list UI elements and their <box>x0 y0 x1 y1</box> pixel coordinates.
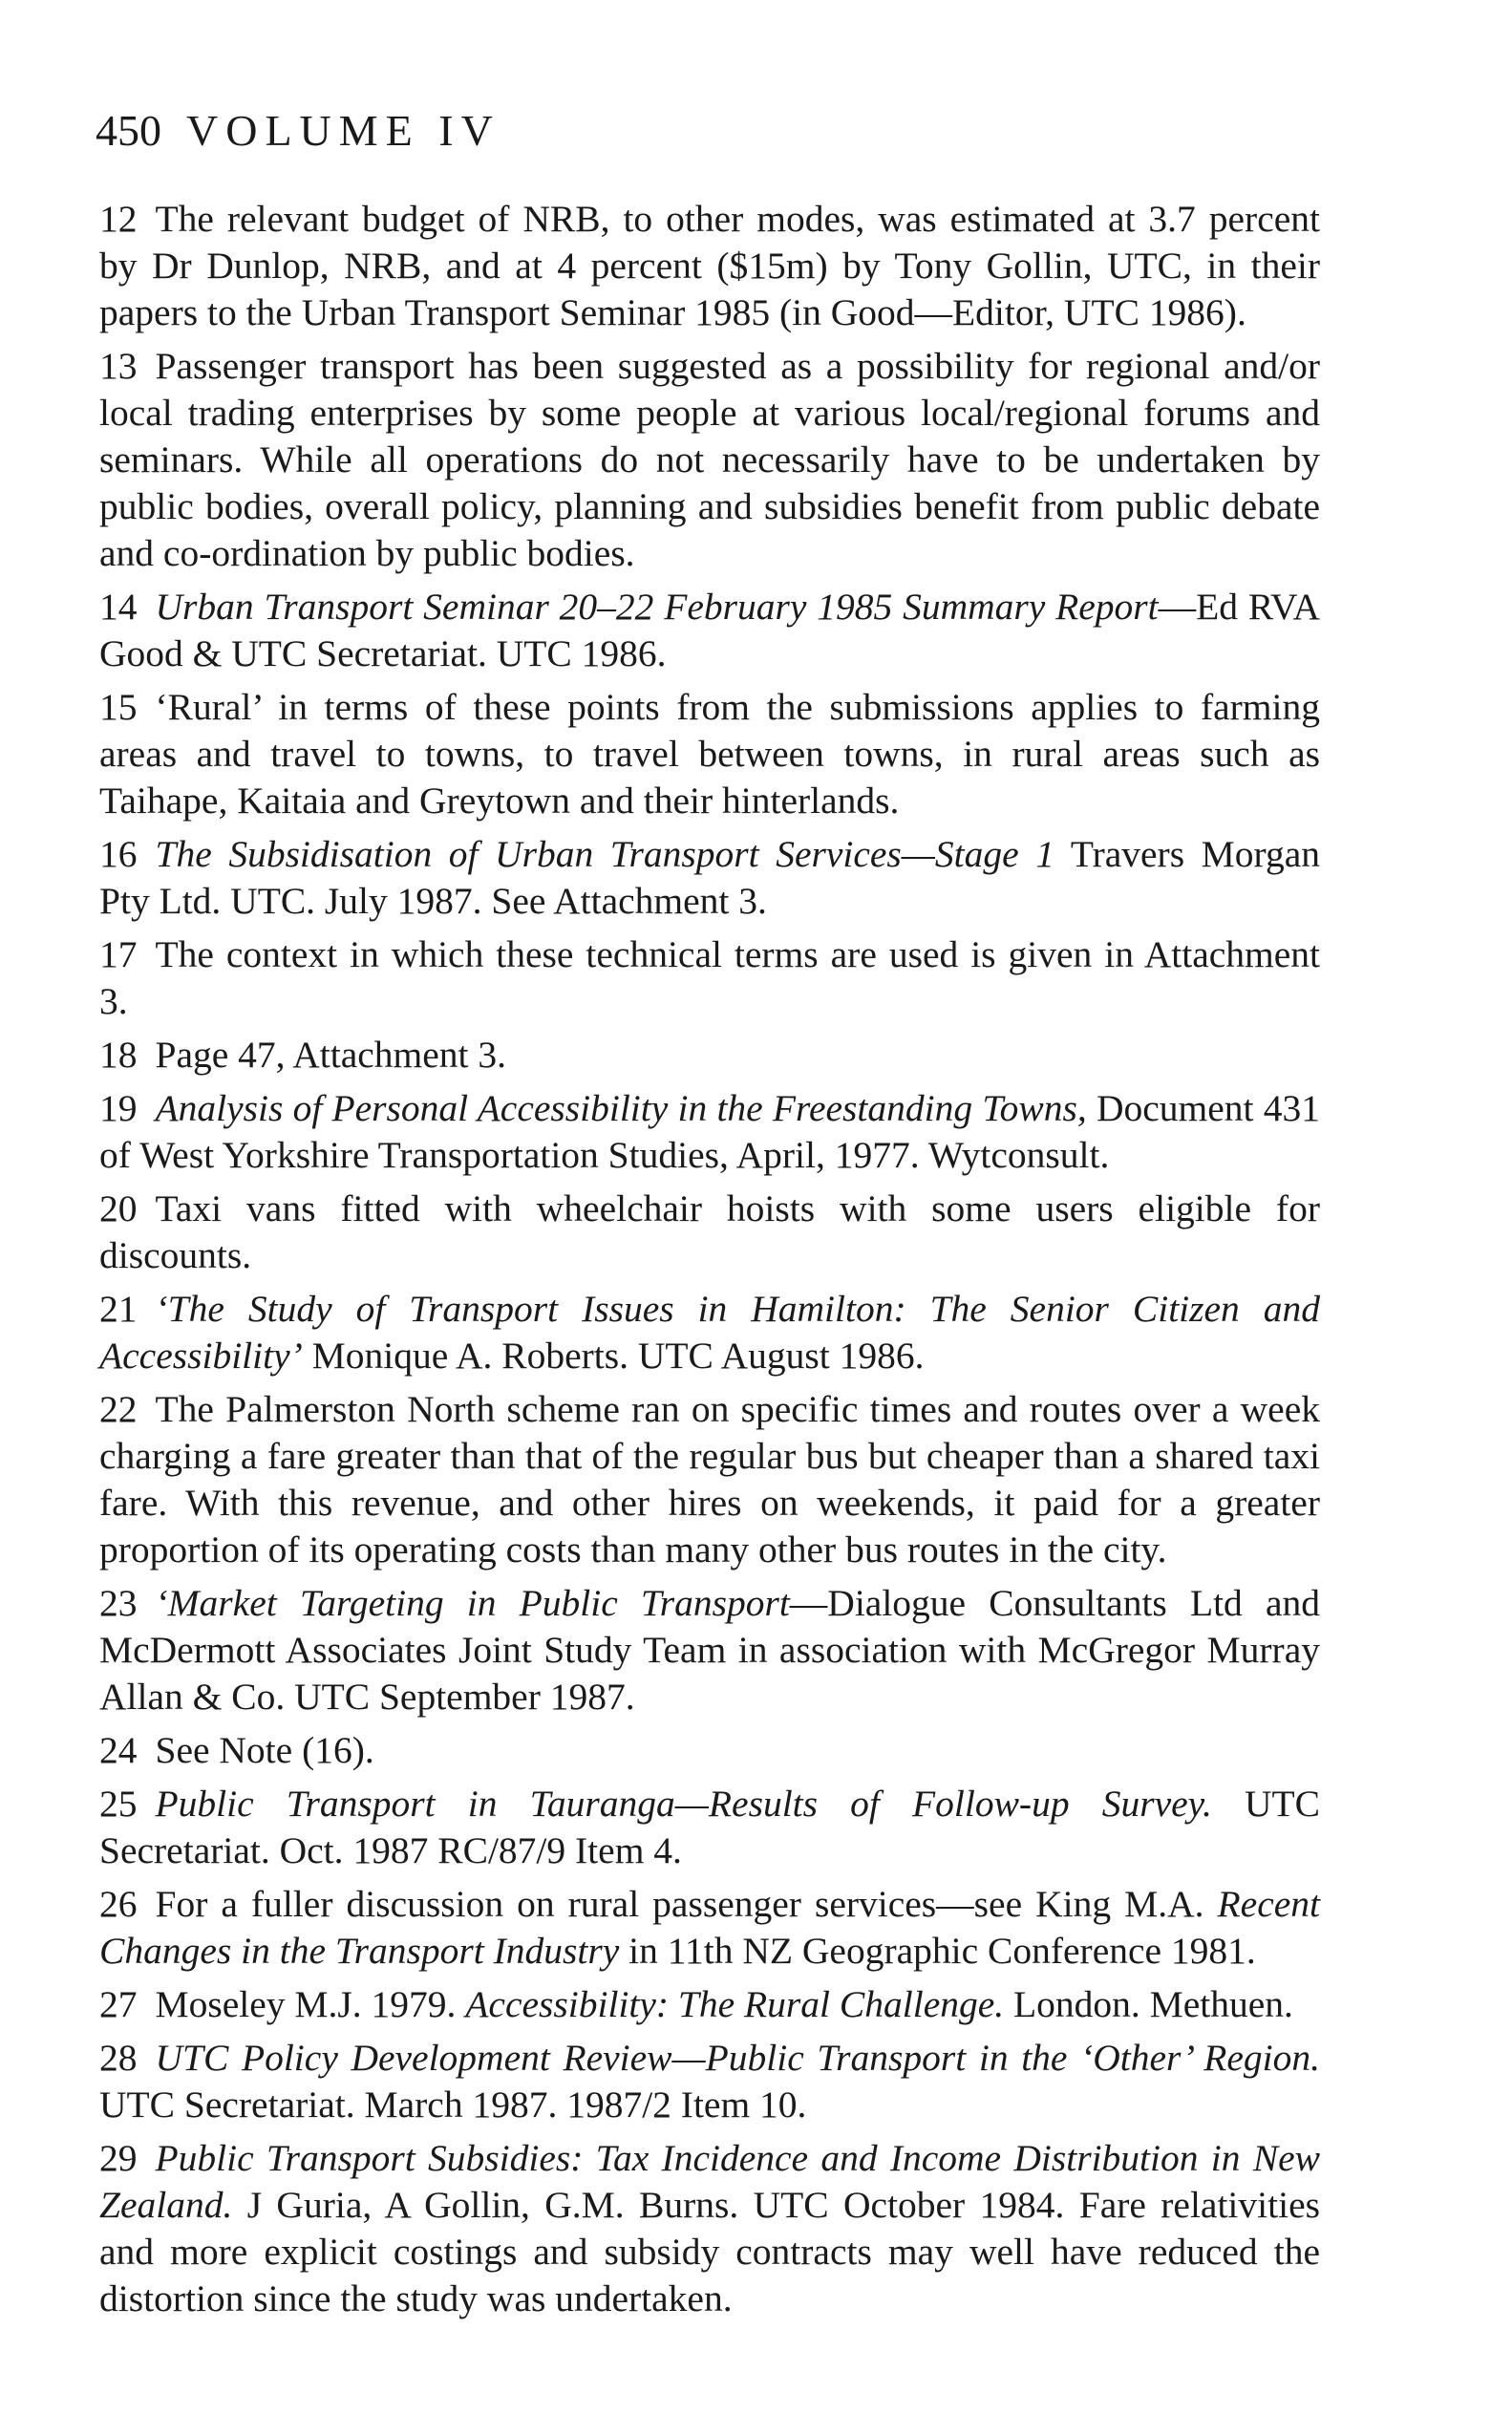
endnote-text: For a fuller discussion on rural passenger services—see King M.A. <box>155 1883 1218 1925</box>
endnote <box>99 1781 1320 1874</box>
endnote <box>99 1981 1320 2028</box>
endnote-number: 21 <box>99 1288 138 1330</box>
endnote-text: Moseley M.J. 1979. <box>155 1983 466 2025</box>
endnote-text: See Note (16). <box>155 1729 374 1771</box>
endnote-number: 18 <box>99 1034 138 1076</box>
endnote <box>99 2035 1320 2128</box>
endnote-text: —Dialogue Consultants Ltd and McDermott Associates Joint Study Team in association with McGregor Murray Allan & Co. UTC September 1987. <box>99 1582 1320 1718</box>
endnote-number: 28 <box>99 2037 138 2079</box>
endnote <box>99 1085 1320 1179</box>
endnote <box>99 343 1320 577</box>
endnote <box>99 1386 1320 1573</box>
endnote <box>99 584 1320 677</box>
endnote-text: London. Methuen. <box>1004 1983 1293 2025</box>
endnote-text: UTC Secretariat. March 1987. 1987/2 Item 10. <box>99 2084 807 2126</box>
endnote-text: The Palmerston North scheme ran on specific times and routes over a week charging a fare greater than that of the regular bus but cheaper than a shared taxi fare. With this revenue, and other hires on weekends, it paid for a greater proportion of its operating costs than many other bus routes in the city. <box>99 1388 1320 1571</box>
endnote <box>99 684 1320 824</box>
endnote-number: 27 <box>99 1983 138 2025</box>
endnote-title: The Subsidisation of Urban Transport Services—Stage 1 <box>155 833 1054 875</box>
endnote-text: The relevant budget of NRB, to other modes, was estimated at 3.7 percent by Dr Dunlop, NRB, and at 4 percent ($15m) by Tony Gollin, UTC, in their papers to the Urban Transport Seminar 1985 (in Good—Editor, UTC 1986). <box>99 198 1320 333</box>
endnote-text: Document 431 of West Yorkshire Transportation Studies, April, 1977. Wytconsult. <box>99 1087 1320 1176</box>
endnotes-list <box>99 196 1320 2329</box>
endnote-title: Public Transport in Tauranga—Results of Follow-up Survey. <box>155 1783 1212 1825</box>
endnote-number: 17 <box>99 933 138 975</box>
endnote <box>99 1881 1320 1975</box>
endnote-number: 24 <box>99 1729 138 1771</box>
endnote-number: 29 <box>99 2137 138 2179</box>
endnote-text: Taxi vans fitted with wheelchair hoists with some users eligible for discounts. <box>99 1187 1320 1276</box>
endnote-text: Passenger transport has been suggested as a possibility for regional and/or local trading enterprises by some people at various local/regional forums and seminars. While all operations do not necessarily have to be undertaken by public bodies, overall policy, planning and subsidies benefit from public debate and co-ordination by public bodies. <box>99 345 1320 574</box>
endnote <box>99 2135 1320 2322</box>
endnote-text: The context in which these technical terms are used is given in Attachment 3. <box>99 933 1320 1022</box>
endnote-text: Monique A. Roberts. UTC August 1986. <box>302 1335 925 1377</box>
endnote <box>99 1286 1320 1379</box>
endnote-text: J Guria, A Gollin, G.M. Burns. UTC October 1984. Fare relativities and more explicit costings and subsidy contracts may well have reduced the distortion since the study was undertaken. <box>99 2184 1320 2319</box>
endnote <box>99 1580 1320 1720</box>
endnote-title: Recent Changes in the Transport Industry <box>99 1883 1320 1972</box>
endnote-number: 26 <box>99 1883 138 1925</box>
endnote-number: 13 <box>99 345 138 387</box>
endnote-text: ‘Rural’ in terms of these points from the submissions applies to farming areas and travel to towns, to travel between towns, in rural areas such as Taihape, Kaitaia and Greytown and their hinterlands. <box>99 686 1320 822</box>
endnote-number: 22 <box>99 1388 138 1430</box>
endnote <box>99 1032 1320 1079</box>
endnote-title: Urban Transport Seminar 20–22 February 1985 Summary Report <box>155 586 1159 628</box>
endnote-title: Accessibility: The Rural Challenge. <box>465 1983 1005 2025</box>
endnote-text: Page 47, Attachment 3. <box>155 1034 506 1076</box>
endnote-number: 25 <box>99 1783 138 1825</box>
endnote <box>99 931 1320 1025</box>
running-head: VOLUME IV <box>186 106 500 155</box>
page-header <box>96 106 500 155</box>
endnote-text: Travers Morgan Pty Ltd. UTC. July 1987. See Attachment 3. <box>99 833 1320 922</box>
endnote-title: Analysis of Personal Accessibility in the Freestanding Towns, <box>155 1087 1087 1129</box>
endnote <box>99 1727 1320 1774</box>
page-number: 450 <box>96 106 161 155</box>
endnote <box>99 831 1320 925</box>
endnote-number: 14 <box>99 586 138 628</box>
endnote-text: in 11th NZ Geographic Conference 1981. <box>619 1930 1256 1972</box>
endnote-title: UTC Policy Development Review—Public Transport in the ‘Other’ Region. <box>155 2037 1320 2079</box>
endnote-text: —Ed RVA Good & UTC Secretariat. UTC 1986. <box>99 586 1320 674</box>
endnote-text: UTC Secretariat. Oct. 1987 RC/87/9 Item 4. <box>99 1783 1320 1871</box>
endnote-title: ‘Market Targeting in Public Transport <box>155 1582 790 1624</box>
endnote-number: 16 <box>99 833 138 875</box>
endnote <box>99 196 1320 336</box>
endnote-number: 15 <box>99 686 138 728</box>
endnote-title: Public Transport Subsidies: Tax Incidence and Income Distribution in New Zealand. <box>99 2137 1320 2226</box>
endnote-number: 12 <box>99 198 138 240</box>
endnote-number: 23 <box>99 1582 138 1624</box>
endnote-number: 20 <box>99 1187 138 1229</box>
endnote-title: ‘The Study of Transport Issues in Hamilton: The Senior Citizen and Accessibility’ <box>99 1288 1320 1377</box>
endnote <box>99 1186 1320 1279</box>
endnote-number: 19 <box>99 1087 138 1129</box>
